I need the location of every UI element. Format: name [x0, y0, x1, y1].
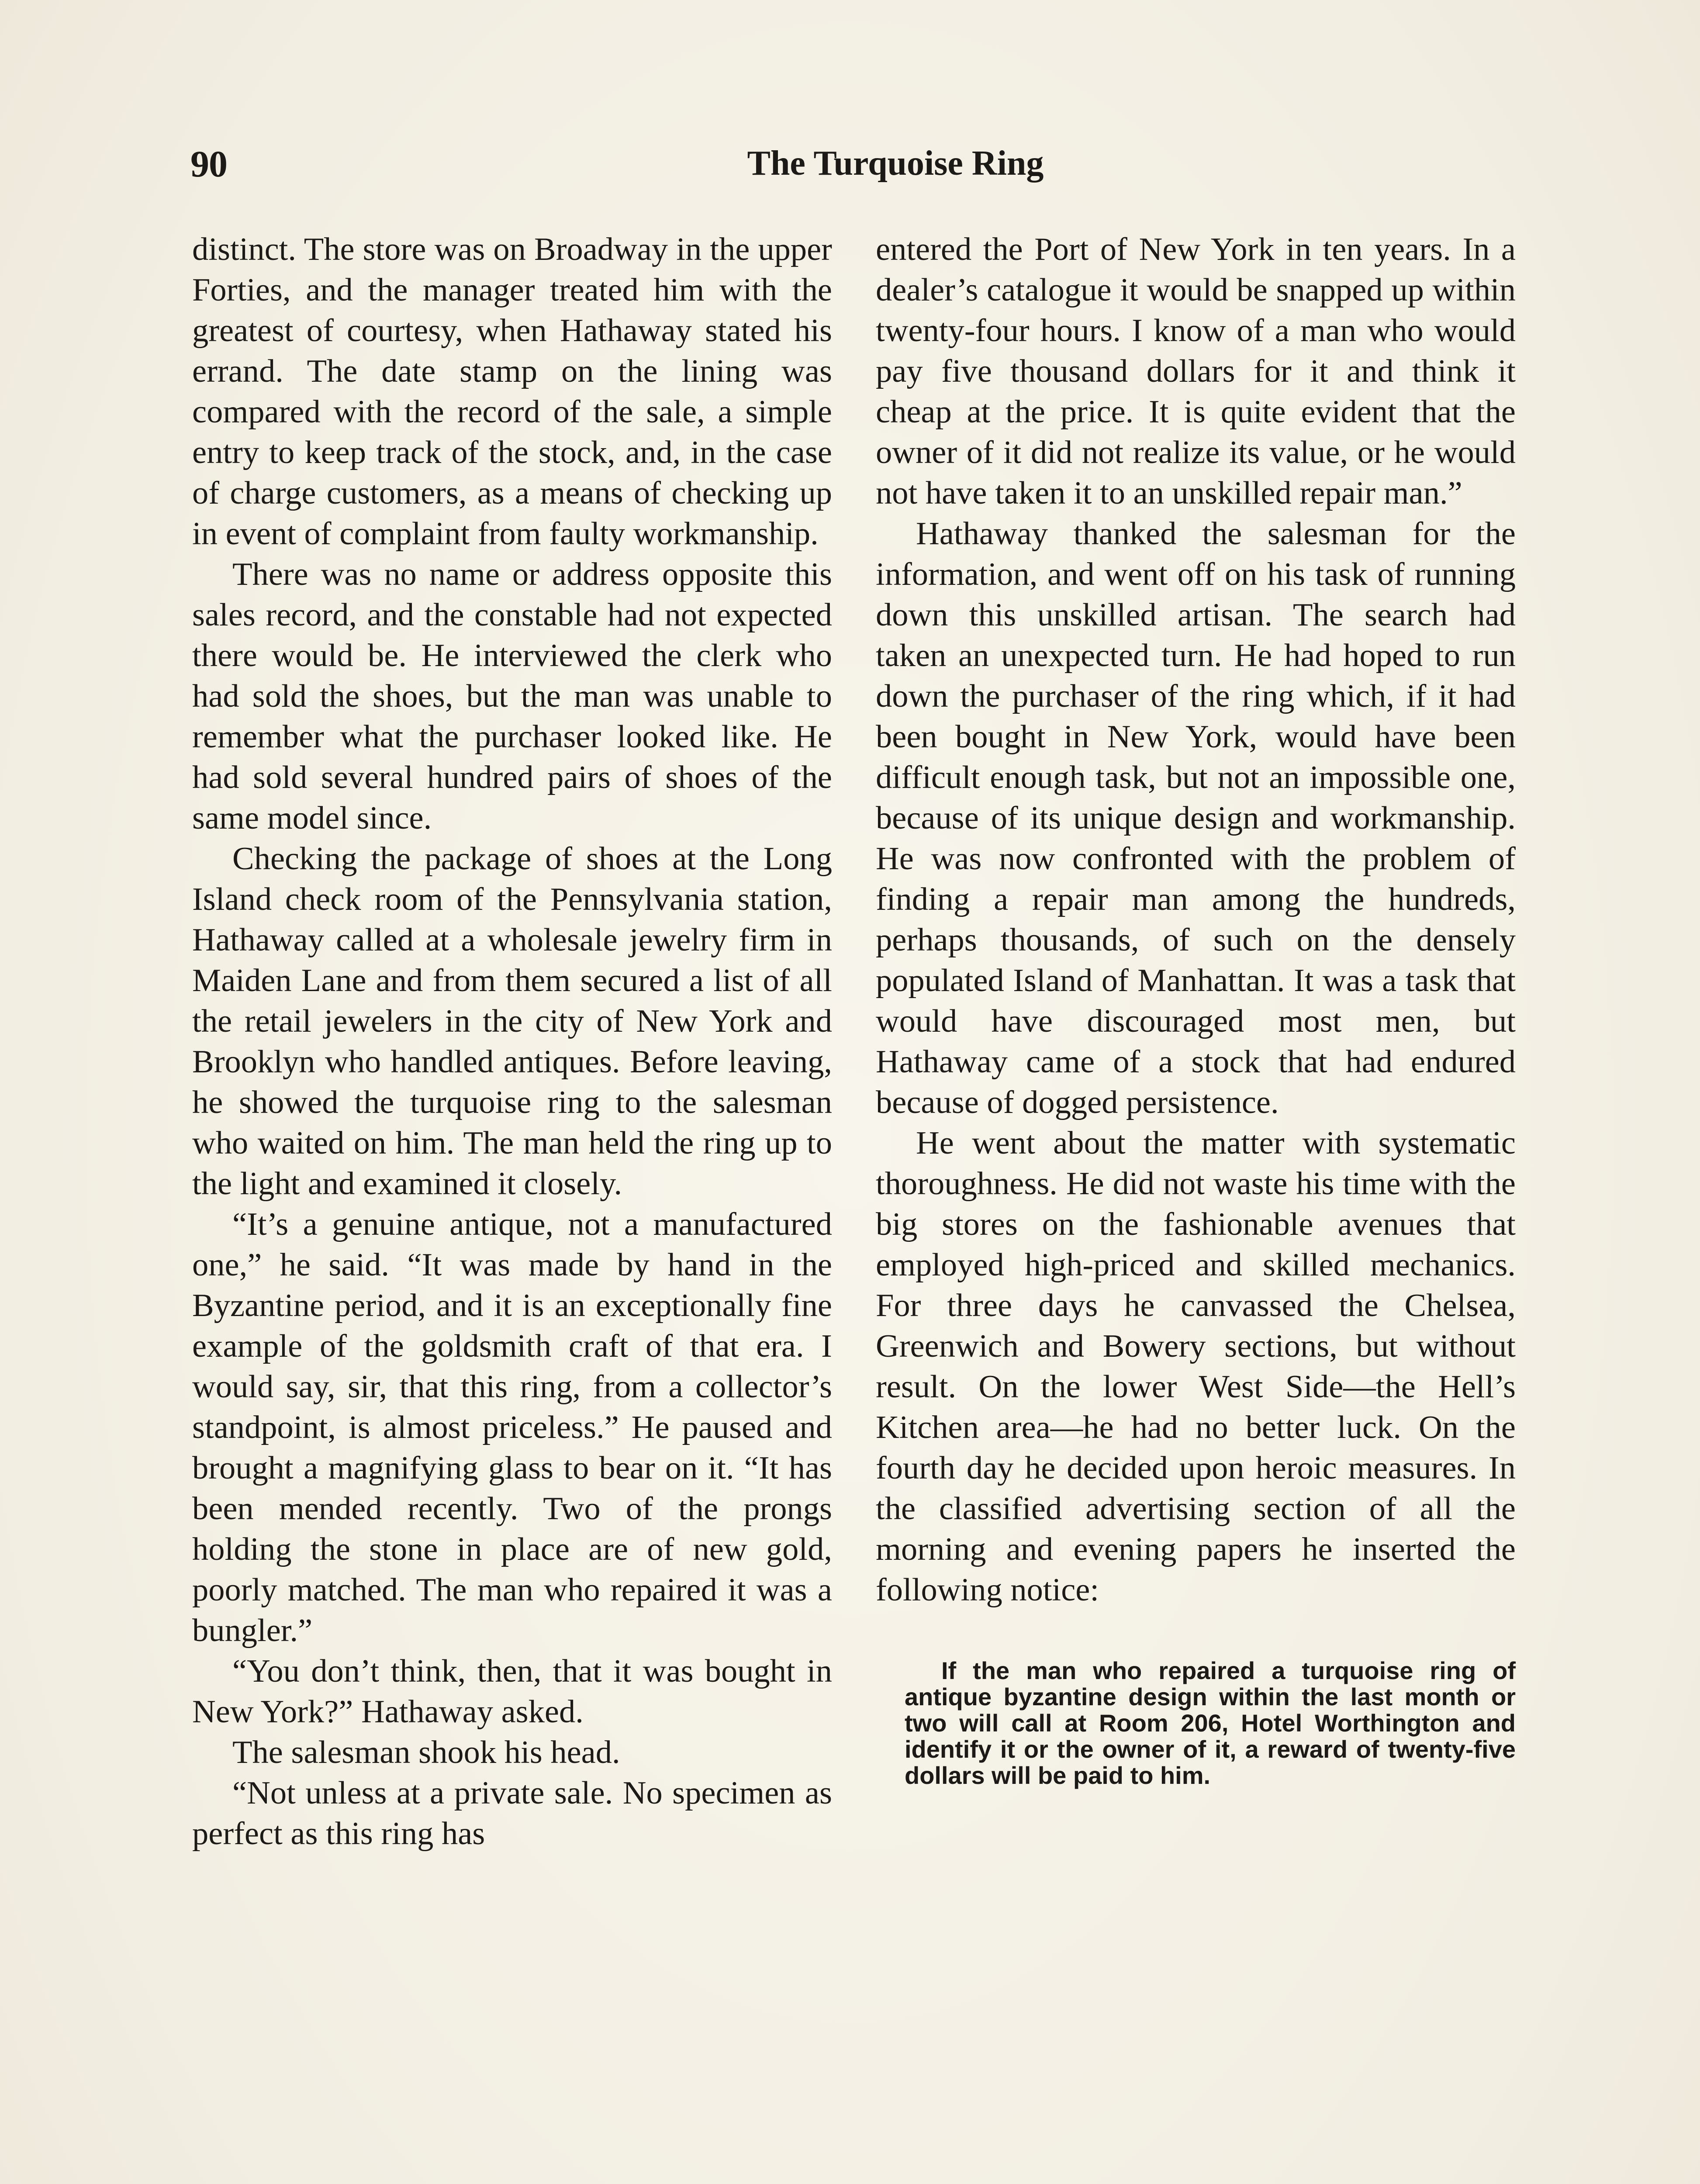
paragraph: distinct. The store was on Broadway in the upper Forties, and the manager treated him with the greatest of courtesy, when Hathaway stated his errand. The date stamp on the lining was compared with the record of the sale, a simple entry to keep track of the stock, and, in the case of charge customers, as a means of checking up in event of complaint from faulty workmanship.: [192, 232, 832, 552]
paragraph: There was no name or address opposite this sales record, and the constable had not expected there would be. He interviewed the clerk who had sold the shoes, but the man was unable to remember what the purchaser looked like. He had sold several hundred pairs of shoes of the same model since.: [192, 556, 832, 836]
paragraph: The salesman shook his head.: [232, 1735, 620, 1770]
paragraph: “Not unless at a private sale. No specimen as perfect as this ring has: [192, 1775, 832, 1852]
paragraph: He went about the matter with systematic thoroughness. He did not waste his time with the big stores on the fashionable avenues that employed high-priced and skilled mechanics. For three days he canvassed the Chelsea, Greenwich and Bowery sections, but without result. On the lower West Side—the Hell’s Kitchen area—he had no better luck. On the fourth day he decided upon heroic measures. In the classified advertising section of all the morning and evening papers he inserted the following notice:: [876, 1125, 1516, 1608]
paragraph: entered the Port of New York in ten years. In a dealer’s catalogue it would be snapped up within twenty-four hours. I know of a man who would pay five thousand dollars for it and think it cheap at the price. It is quite evident that the owner of it did not realize its value, or he would not have taken it to an unskilled repair man.”: [876, 232, 1516, 511]
running-title: The Turquoise Ring: [747, 144, 1044, 183]
left-column: [192, 229, 832, 1854]
paragraph: Checking the package of shoes at the Long Island check room of the Pennsylvania station, Hathaway called at a wholesale jewelry firm in Maiden Lane and from them secured a list of all the retail jewelers in the city of New York and Brooklyn who handled antiques. Before leaving, he showed the turquoise ring to the salesman who waited on him. The man held the ring up to the light and examined it closely.: [192, 841, 832, 1202]
paragraph: “You don’t think, then, that it was bought in New York?” Hathaway asked.: [192, 1653, 832, 1730]
right-column: [876, 229, 1516, 1789]
page-number: 90: [190, 143, 227, 185]
newspaper-notice: If the man who repaired a turquoise ring of antique byzantine design within the last month or two will call at Room 206, Hotel Worthington and identify it or the owner of it, a reward of twenty-five dollars will be paid to him.: [905, 1657, 1516, 1789]
paragraph: “It’s a genuine antique, not a manufactured one,” he said. “It was made by hand in the Byzantine period, and it is an exceptionally fine example of the goldsmith craft of that era. I would say, sir, that this ring, from a collector’s standpoint, is almost priceless.” He paused and brought a magnifying glass to bear on it. “It has been mended recently. Two of the prongs holding the stone in place are of new gold, poorly matched. The man who repaired it was a bungler.”: [192, 1206, 832, 1648]
paragraph: Hathaway thanked the salesman for the information, and went off on his task of running down this unskilled artisan. The search had taken an unexpected turn. He had hoped to run down the purchaser of the ring which, if it had been bought in New York, would have been difficult enough task, but not an impossible one, because of its unique design and workmanship. He was now confronted with the problem of finding a repair man among the hundreds, perhaps thousands, of such on the densely populated Island of Manhattan. It was a task that would have discouraged most men, but Hathaway came of a stock that had endured because of dogged persistence.: [876, 516, 1516, 1120]
